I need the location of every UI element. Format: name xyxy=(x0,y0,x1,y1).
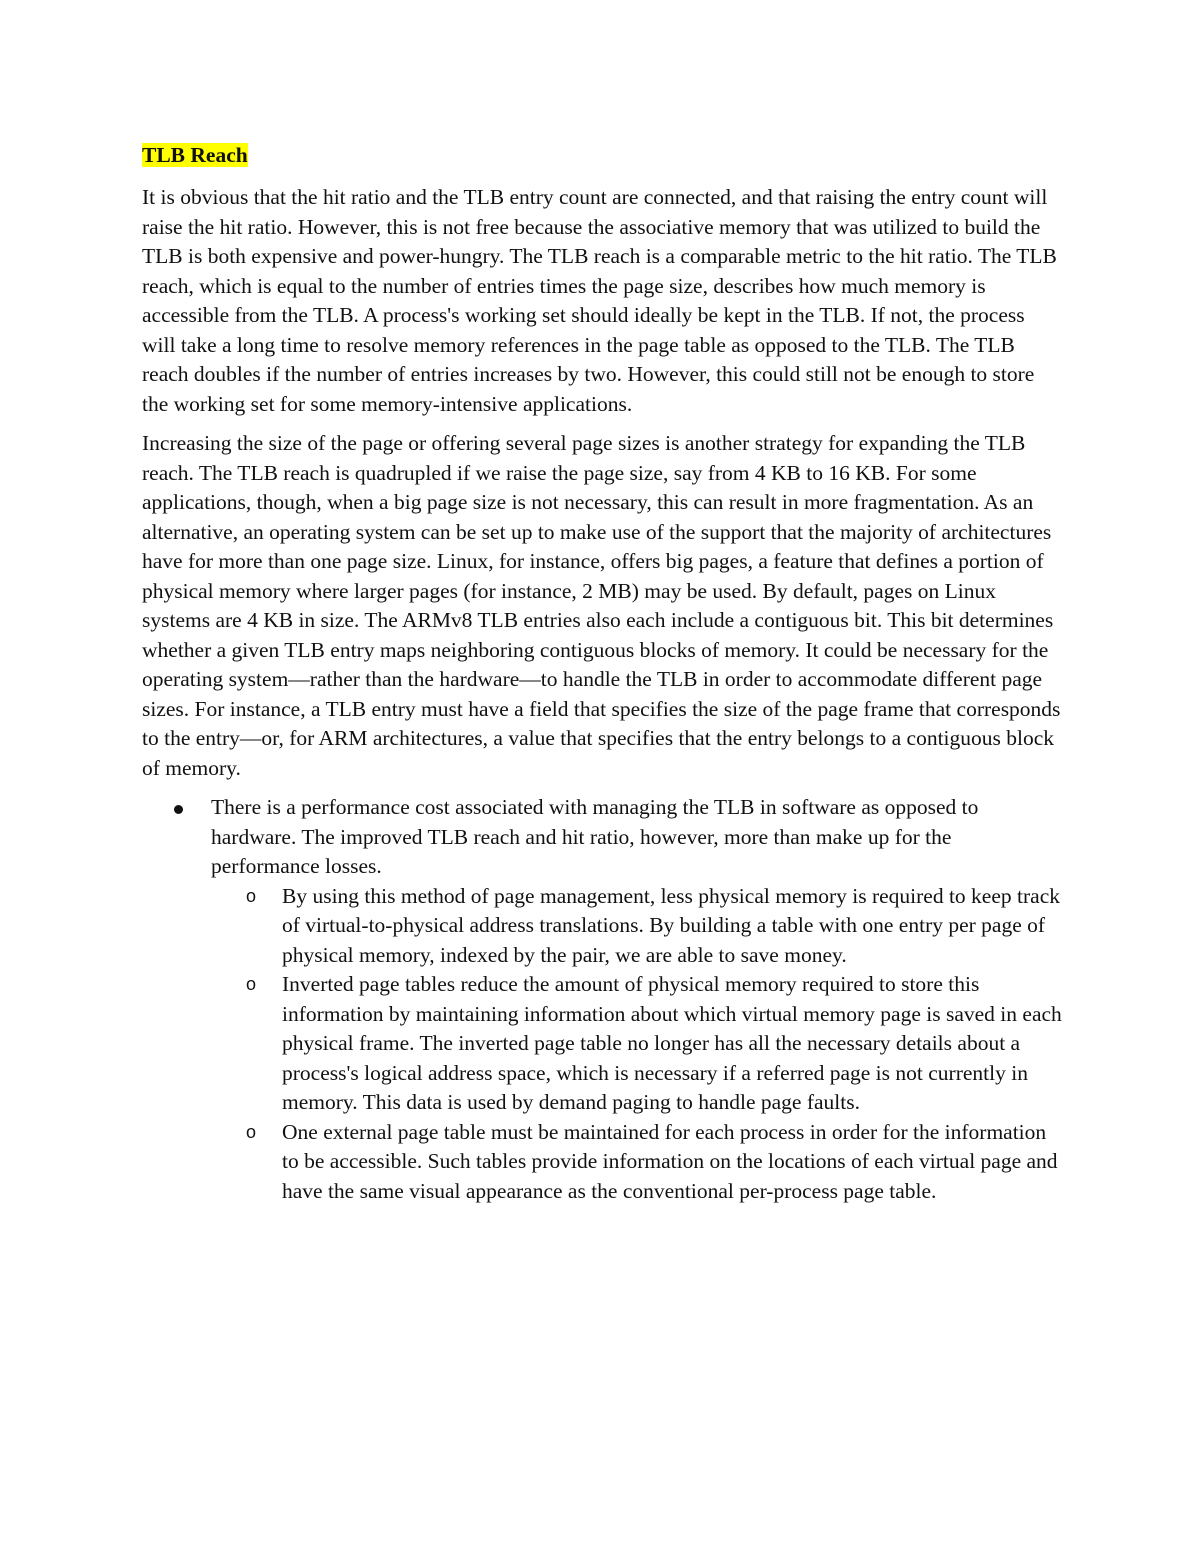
sub-bullet-item xyxy=(246,970,1062,1118)
sub-bullet-item xyxy=(246,1118,1062,1207)
sub-bullet-text: Inverted page tables reduce the amount of physical memory required to store this information by maintaining information about which virtual memory page is saved in each physical frame. The inverted page table no longer has all the necessary details about a process's logical address space, which is necessary if a referred page is not currently in memory. This data is used by demand paging to handle page faults. xyxy=(282,972,1062,1114)
bullet-list xyxy=(142,793,1062,1206)
document-body xyxy=(142,140,1062,1206)
sub-bullet-circle-icon: o xyxy=(246,1121,257,1142)
section-heading xyxy=(142,140,1062,171)
sub-bullet-list xyxy=(211,882,1062,1207)
bullet-text: There is a performance cost associated with managing the TLB in software as opposed to hardware. The improved TLB reach and hit ratio, however, more than make up for the performance losses. xyxy=(211,795,979,878)
sub-bullet-circle-icon: o xyxy=(246,885,257,906)
paragraph-tlb-reach-intro: It is obvious that the hit ratio and the TLB entry count are connected, and that raising the entry count will raise the hit ratio. However, this is not free because the associative memory that was utilized to build the TLB is both expensive and power-hungry. The TLB reach is a comparable metric to the hit ratio. The TLB reach, which is equal to the number of entries times the page size, describes how much memory is accessible from the TLB. A process's working set should ideally be kept in the TLB. If not, the process will take a long time to resolve memory references in the page table as opposed to the TLB. The TLB reach doubles if the number of entries increases by two. However, this could still not be enough to store the working set for some memory-intensive applications. xyxy=(142,185,1057,416)
sub-bullet-circle-icon: o xyxy=(246,974,257,994)
paragraph-page-sizes: Increasing the size of the page or offering several page sizes is another strategy for expanding the TLB reach. The TLB reach is quadrupled if we raise the page size, say from 4 KB to 16 KB. For some applications, though, when a big page size is not necessary, this can result in more fragmentation. As an alternative, an operating system can be set up to make use of the support that the majority of architectures have for more than one page size. Linux, for instance, offers big pages, a feature that defines a portion of physical memory where larger pages (for instance, 2 MB) may be used. By default, pages on Linux systems are 4 KB in size. The ARMv8 TLB entries also each include a contiguous bit. This bit determines whether a given TLB entry maps neighboring contiguous blocks of memory. It could be necessary for the operating system—rather than the hardware—to handle the TLB in order to accommodate different page sizes. For instance, a TLB entry must have a field that specifies the size of the page frame that corresponds to the entry—or, for ARM architectures, a value that specifies that the entry belongs to a contiguous block of memory. xyxy=(142,431,1061,780)
heading-highlight: TLB Reach xyxy=(142,143,248,167)
sub-bullet-item xyxy=(246,882,1062,971)
bullet-item xyxy=(211,793,1062,1206)
sub-bullet-text: By using this method of page management, less physical memory is required to keep track of virtual-to-physical address translations. By building a table with one entry per page of physical memory, indexed by the pair, we are able to save money. xyxy=(282,883,1060,967)
sub-bullet-text: One external page table must be maintained for each process in order for the information to be accessible. Such tables provide information on the locations of each virtual page and have the same visual appearance as the conventional per-process page table. xyxy=(282,1119,1058,1203)
bullet-dot-icon xyxy=(174,805,183,814)
